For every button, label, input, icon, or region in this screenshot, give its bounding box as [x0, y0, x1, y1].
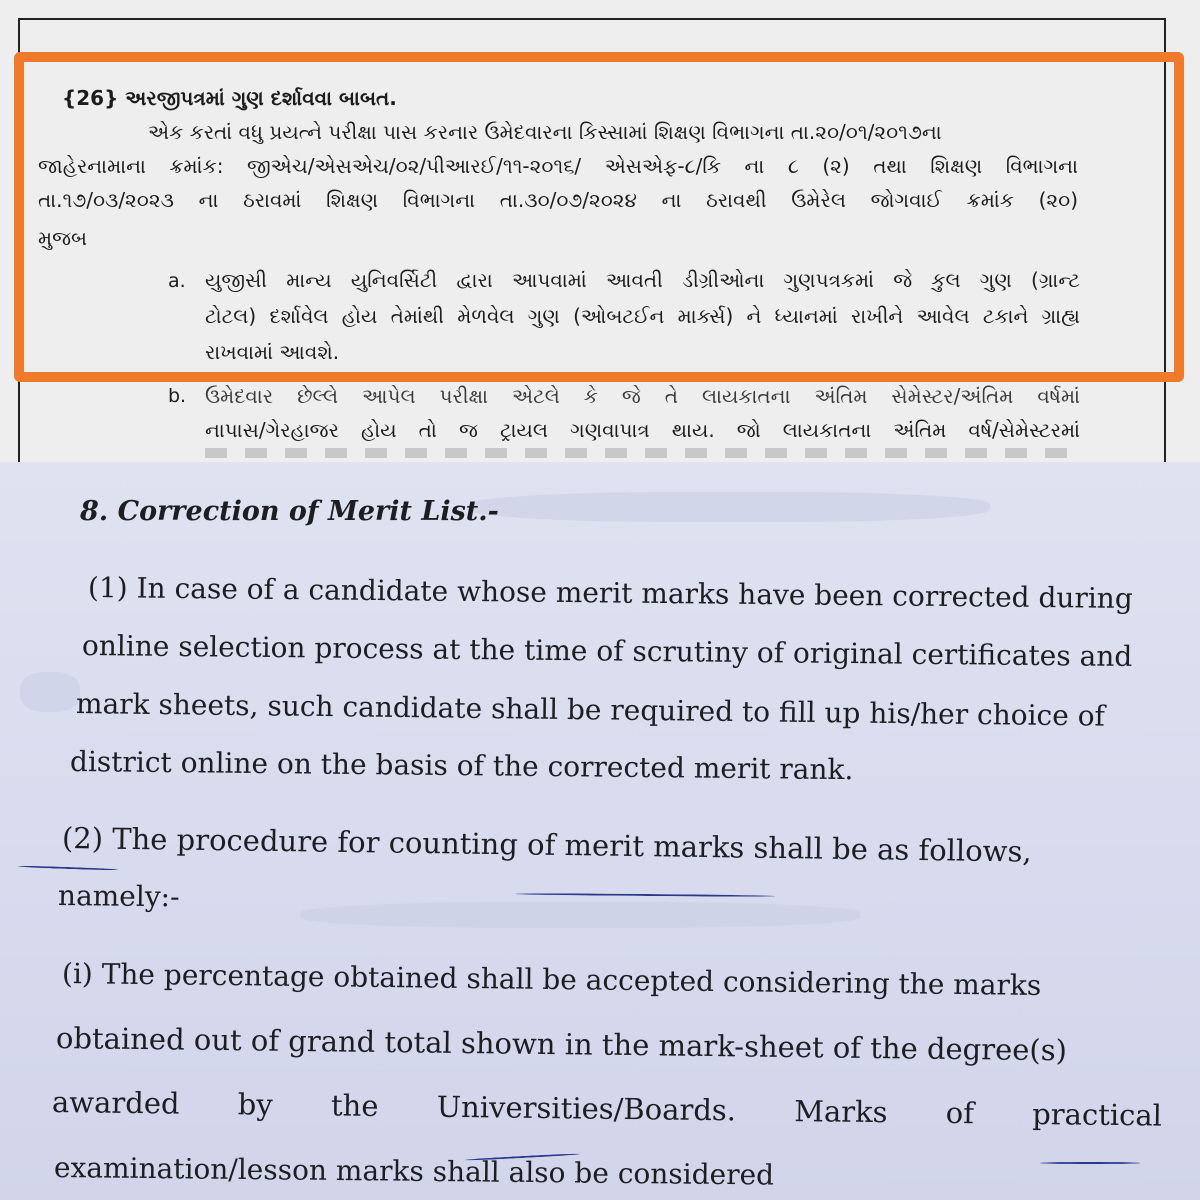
- gujarati-document-panel: [0, 0, 1200, 462]
- paper-shadow: [300, 902, 860, 928]
- cropped-text-line: [205, 448, 1085, 458]
- paper-shadow: [20, 672, 80, 712]
- para3-line-3: awarded by the Universities/Boards. Marks of practical: [51, 1085, 1163, 1133]
- gujarati-line-2: જાહેરનામાના ક્રમાંક: જીએચ/એસએચ/૦૨/પીઆરઈ/૧૧-૨૦૧૬/ એસએફ-૮/કિ ના ૮ (૨) તથા શિક્ષણ વિભાગના: [38, 154, 1078, 178]
- para2-line-1: (2) The procedure for counting of merit marks shall be as follows,: [61, 821, 1032, 869]
- pen-underline: [18, 865, 118, 870]
- pen-underline: [1040, 1162, 1140, 1164]
- item-a-line-2: ટોટલ) દર્શાવેલ હોય તેમાંથી મેળવેલ ગુણ (ઓબટઈન માર્ક્સ) ને ધ્યાનમાં રાખીને આવેલ ટકાને ગ્રાહ્ય: [205, 304, 1080, 328]
- para1-line-3: mark sheets, such candidate shall be required to fill up his/her choice of: [75, 687, 1106, 733]
- orange-highlight-box: [14, 52, 1184, 382]
- item-b-line-2: નાપાસ/ગેરહાજર હોય તો જ ટ્રાયલ ગણવાપાત્ર થાય. જો લાયકાતના અંતિમ વર્ષ/સેમેસ્ટરમાં: [205, 418, 1080, 442]
- para3-line-1: (i) The percentage obtained shall be accepted considering the marks: [61, 957, 1042, 1002]
- para1-line-4: district online on the basis of the corrected merit rank.: [69, 745, 854, 787]
- paper-shadow: [470, 492, 990, 522]
- item-a-line-1: યુજીસી માન્ય યુનિવર્સિટી દ્વારા આપવામાં આવતી ડીગ્રીઓના ગુણપત્રકમાં જે કુલ ગુણ (ગ્રાન્ટ: [205, 268, 1080, 292]
- pen-underline: [515, 893, 775, 897]
- para3-line-4: examination/lesson marks shall also be considered: [53, 1151, 775, 1192]
- gujarati-line-4: મુજબ: [38, 226, 88, 250]
- para2-line-2: namely:-: [57, 879, 180, 914]
- item-b-line-1: ઉમેદવાર છેલ્લે આપેલ પરીક્ષા એટલે કે જે તે લાયકાતના અંતિમ સેમેસ્ટર/અંતિમ વર્ષમાં: [205, 384, 1080, 408]
- gujarati-heading: {26} અરજીપત્રમાં ગુણ દર્શાવવા બાબત.: [62, 86, 397, 110]
- item-a-marker: a.: [168, 270, 186, 292]
- para3-line-2: obtained out of grand total shown in the mark-sheet of the degree(s): [55, 1021, 1068, 1068]
- para1-line-2: online selection process at the time of scrutiny of original certificates and: [81, 629, 1133, 673]
- gujarati-line-1: એક કરતાં વધુ પ્રયત્ને પરીક્ષા પાસ કરનાર ઉમેદવારના કિસ્સામાં શિક્ષણ વિભાગના તા.૨૦/૦૧/૨૦૧૭ના: [148, 120, 942, 144]
- item-b-marker: b.: [168, 385, 187, 407]
- item-a-line-3: રાખવામાં આવશે.: [205, 340, 340, 364]
- merit-list-heading: 8. Correction of Merit List.-: [80, 496, 499, 527]
- para1-line-1: (1) In case of a candidate whose merit marks have been corrected during: [87, 571, 1133, 615]
- gujarati-line-3: તા.૧૭/૦૩/૨૦૨૩ ના ઠરાવમાં શિક્ષણ વિભાગના તા.૩૦/૦૭/૨૦૨૪ ના ઠરાવથી ઉમેરેલ જોગવાઈ ક્રમાંક (૨૦): [38, 188, 1078, 212]
- english-document-panel: [0, 462, 1200, 1200]
